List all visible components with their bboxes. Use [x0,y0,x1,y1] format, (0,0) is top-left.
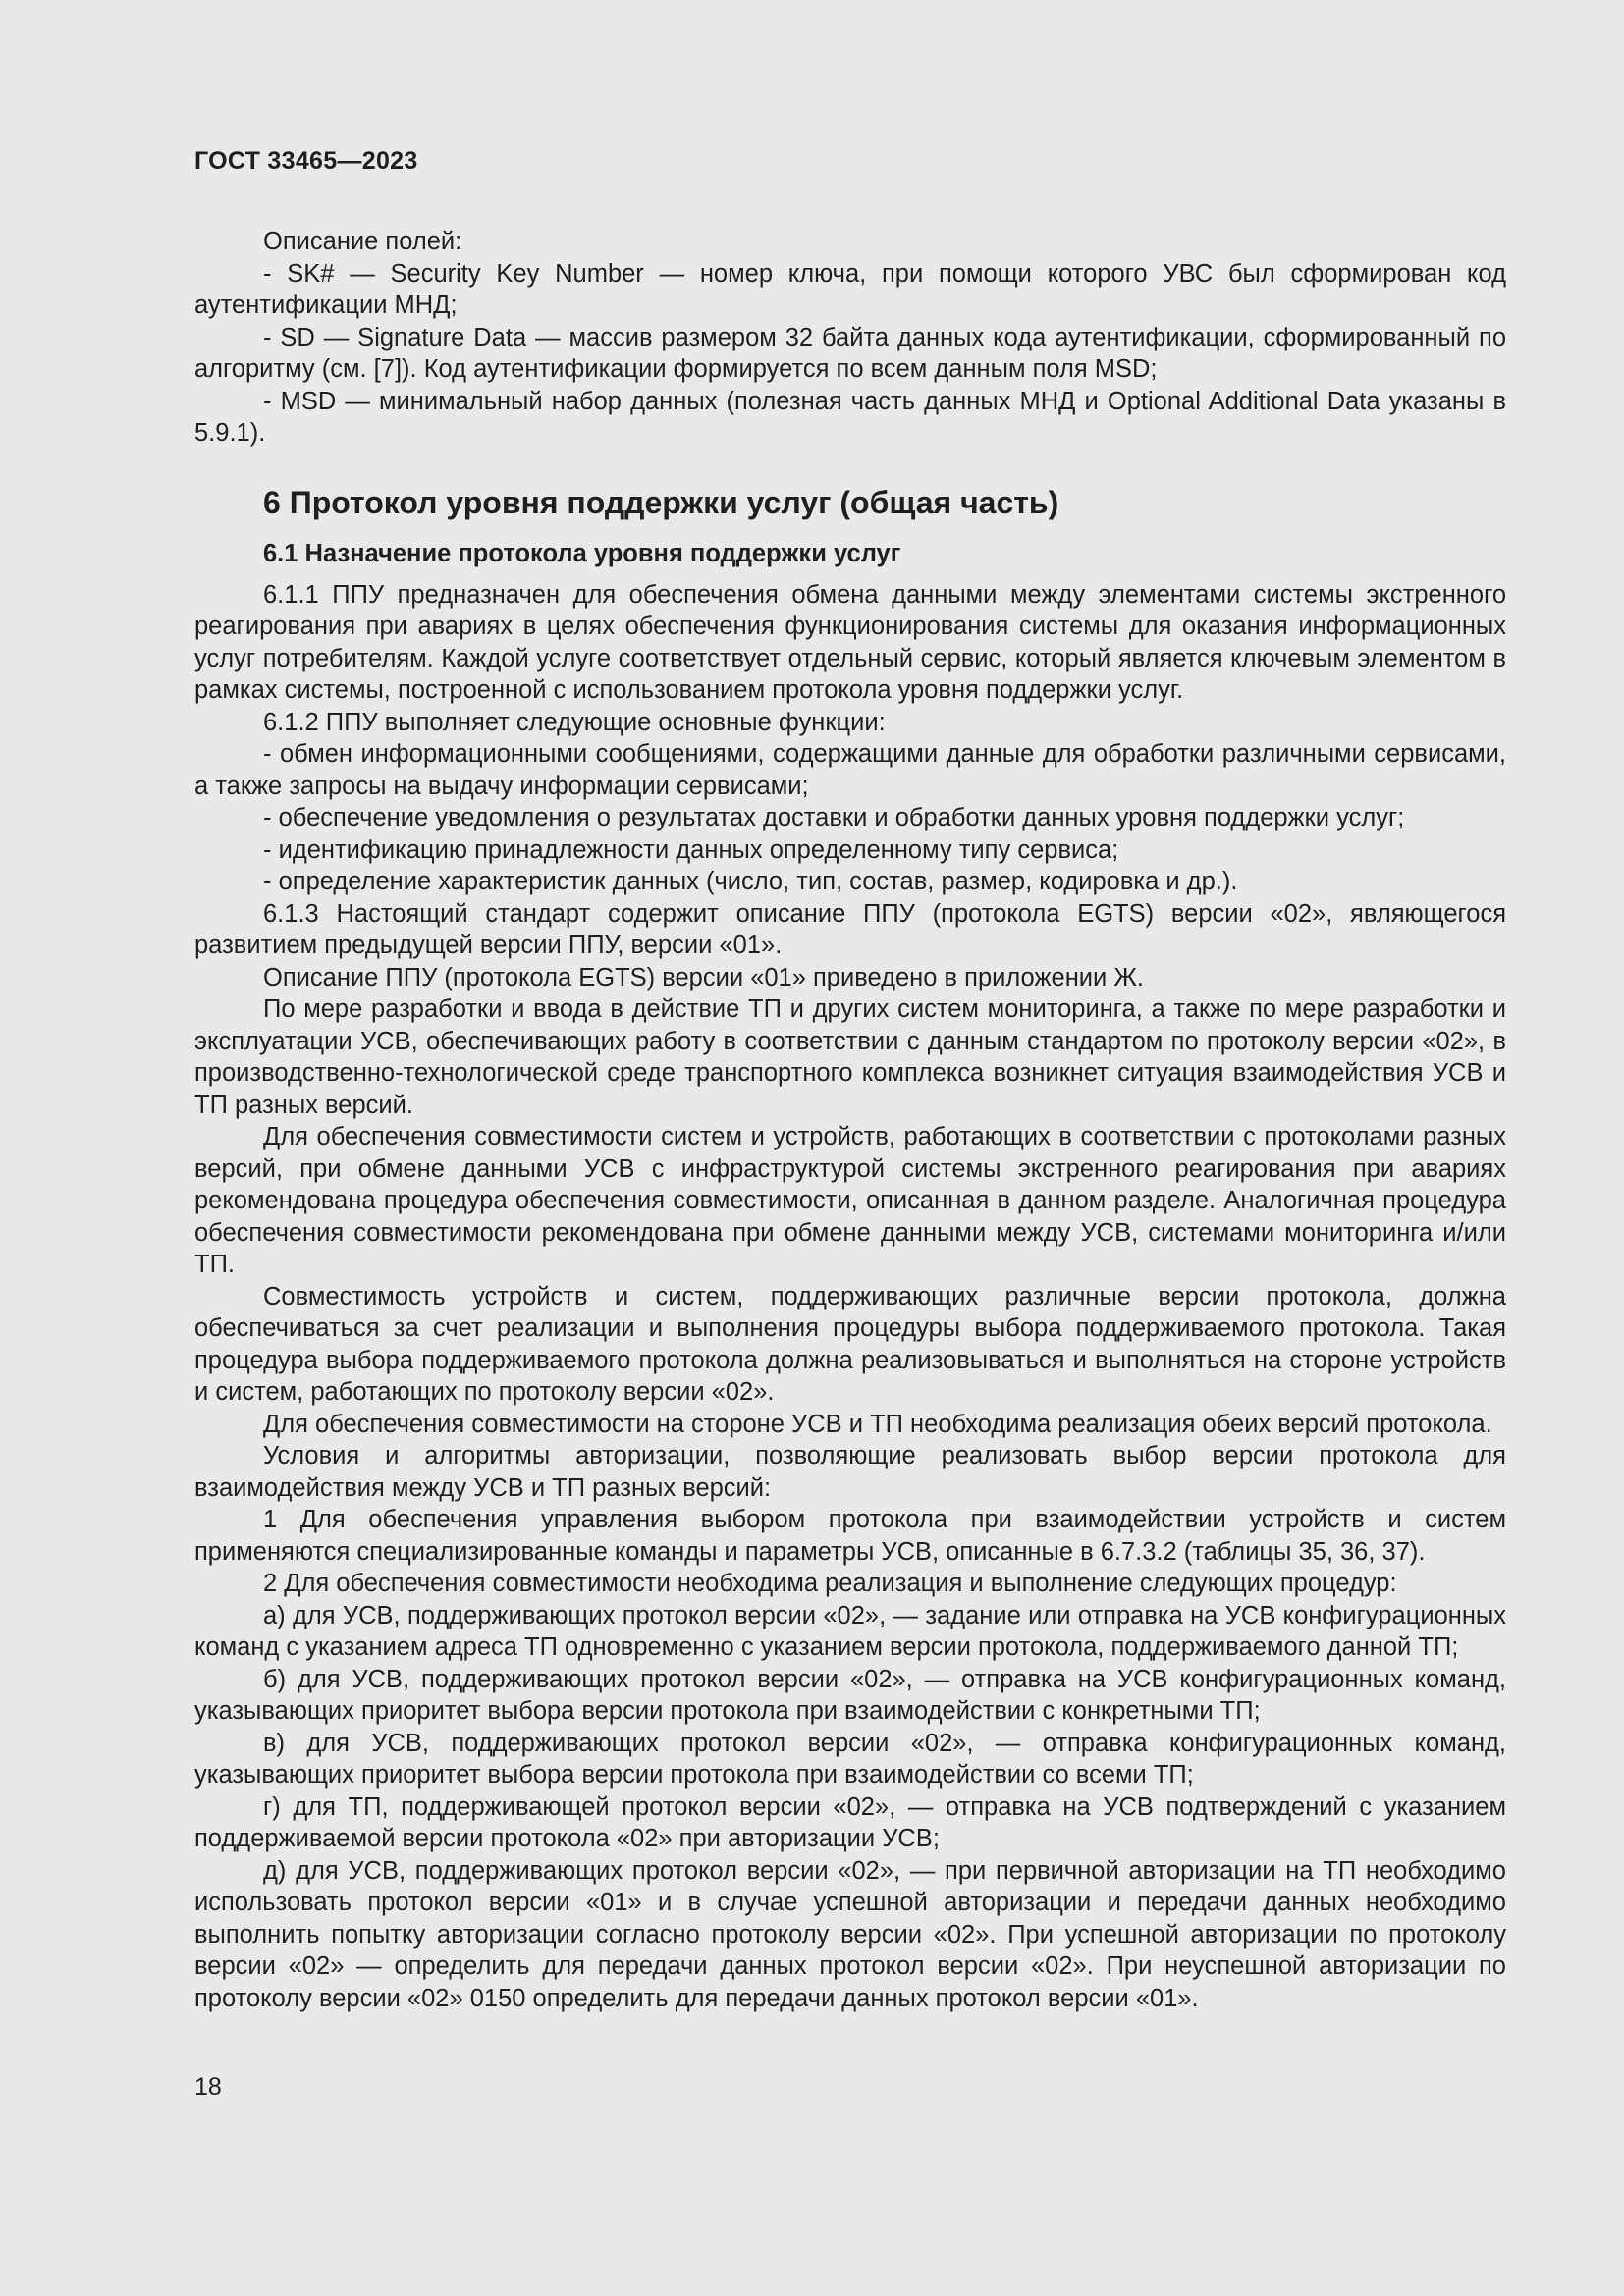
paragraph: 6.1.2 ППУ выполняет следующие основные функции: [263,708,886,736]
list-item: 1 Для обеспечения управления выбором протокола при взаимодействии устройств и систем применяются специализированные команды и параметры УСВ, описанные в 6.7.3.2 (таблицы 35, 36, 37). [194,1506,1506,1566]
list-item: - идентификацию принадлежности данных определенному типу сервиса; [263,835,1119,864]
list-item: 2 Для обеспечения совместимости необходима реализация и выполнение следующих процедур: [263,1570,1397,1597]
list-item: а) для УСВ, поддерживающих протокол версии «02», — задание или отправка на УСВ конфигурационных команд с указанием адреса ТП одновременно с указанием версии протокола, поддерживаемого данной ТП; [194,1601,1506,1661]
document-code-header: ГОСТ 33465—2023 [194,147,418,175]
list-item: г) для ТП, поддерживающей протокол версии «02», — отправка на УСВ подтверждений с указанием поддерживаемой версии протокола «02» при авторизации УСВ; [194,1792,1506,1852]
paragraph: Совместимость устройств и систем, поддерживающих различные версии протокола, должна обеспечиваться за счет реализации и выполнения процедуры выбора поддерживаемого протокола. Такая процедура выбора поддерживаемого протокола должна реализовываться и выполняться на стороне устройств и систем, работающих по протоколу версии «02». [194,1282,1506,1406]
list-item: б) для УСВ, поддерживающих протокол версии «02», — отправка на УСВ конфигурационных команд, указывающих приоритет выбора версии протокола при взаимодействии с конкретными ТП; [194,1665,1506,1725]
list-item: д) для УСВ, поддерживающих протокол версии «02», — при первичной авторизации на ТП необходимо использовать протокол версии «01» и в случае успешной авторизации и передачи данных необходимо выполнить попытку авторизации согласно протоколу версии «02». При успешной авторизации по протоколу версии «02» — определить для передачи данных протокол версии «02». При неуспешной авторизации по протоколу версии «02» 0150 определить для передачи данных протокол версии «01». [194,1856,1506,2012]
paragraph: - SD — Signature Data — массив размером 32 байта данных кода аутентификации, сформированный по алгоритму (см. [7]). Код аутентификации формируется по всем данным поля MSD; [194,323,1506,383]
paragraph: Для обеспечения совместимости систем и устройств, работающих в соответствии с протоколами разных версий, при обмене данными УСВ с инфраструктурой системы экстренного реагирования при авариях рекомендована процедура обеспечения совместимости, описанная в данном разделе. Аналогичная процедура обеспечения совместимости рекомендована при обмене данными между УСВ, системами мониторинга и/или ТП. [194,1123,1506,1278]
list-item: - обмен информационными сообщениями, содержащими данные для обработки различными сервисами, а также запросы на выдачу информации сервисами; [194,740,1506,800]
paragraph: 6.1.1 ППУ предназначен для обеспечения обмена данными между элементами системы экстренного реагирования при авариях в целях обеспечения функционирования системы для оказания информационных услуг потребителям. Каждой услуге соответствует отдельный сервис, который является ключевым элементом в рамках системы, построенной с использованием протокола уровня поддержки услуг. [194,580,1506,704]
paragraph: Описание ППУ (протокола EGTS) версии «01» приведено в приложении Ж. [263,963,1144,991]
page-number: 18 [194,2073,222,2101]
paragraph: По мере разработки и ввода в действие ТП и других систем мониторинга, а также по мере разработки и эксплуатации УСВ, обеспечивающих работу в соответствии с данным стандартом по протоколу версии «02», в производственно-технологической среде транспортного комплекса возникнет ситуация взаимодействия УСВ и ТП разных версий. [194,995,1506,1119]
paragraph: 6.1.3 Настоящий стандарт содержит описание ППУ (протокола EGTS) версии «02», являющегося развитием предыдущей версии ППУ, версии «01». [194,899,1506,959]
page-content [194,226,1506,2014]
paragraph: - SK# — Security Key Number — номер ключа, при помощи которого УВС был сформирован код аутентификации МНД; [194,259,1506,319]
list-item: - определение характеристик данных (число, тип, состав, размер, кодировка и др.). [263,868,1238,895]
paragraph: Описание полей: [263,228,462,255]
subsection-heading: 6.1 Назначение протокола уровня поддержки услуг [263,539,901,567]
section-heading: 6 Протокол уровня поддержки услуг (общая часть) [263,484,1059,520]
list-item: в) для УСВ, поддерживающих протокол версии «02», — отправка конфигурационных команд, указывающих приоритет выбора версии протокола при взаимодействии со всеми ТП; [194,1729,1506,1789]
paragraph: Для обеспечения совместимости на стороне УСВ и ТП необходима реализация обеих версий протокола. [263,1410,1492,1438]
paragraph: Условия и алгоритмы авторизации, позволяющие реализовать выбор версии протокола для взаимодействия между УСВ и ТП разных версий: [194,1442,1506,1502]
list-item: - обеспечение уведомления о результатах доставки и обработки данных уровня поддержки услуг; [263,804,1405,831]
paragraph: - MSD — минимальный набор данных (полезная часть данных МНД и Optional Additional Data указаны в 5.9.1). [194,387,1506,447]
